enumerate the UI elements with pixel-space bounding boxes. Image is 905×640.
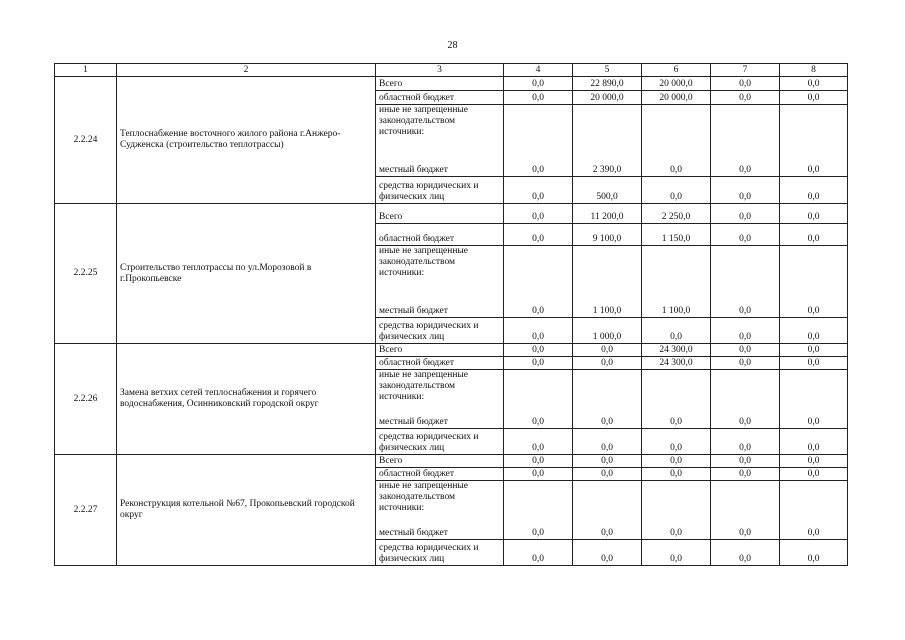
amount-cell: 0,0 [504,224,573,246]
amount-cell: 0,0 [711,204,780,224]
header-cell: 2 [117,64,376,77]
amount-cell [780,481,848,518]
amount-cell: 0,0 [642,518,711,540]
amount-cell [504,370,573,407]
funding-source: Всего [376,77,504,91]
amount-cell: 0,0 [711,518,780,540]
table-row [55,77,848,91]
item-name: Реконструкция котельной №67, Прокопьевский городской округ [117,455,376,566]
amount-cell: 22 890,0 [573,77,642,91]
amount-cell: 0,0 [642,407,711,429]
funding-source: местный бюджет [376,407,504,429]
amount-cell: 0,0 [780,204,848,224]
amount-cell: 0,0 [711,344,780,357]
item-name: Теплоснабжение восточного жилого района г.Анжеро-Судженска (строительство теплотрассы) [117,77,376,204]
amount-cell: 20 000,0 [642,77,711,91]
amount-cell: 0,0 [504,344,573,357]
amount-cell: 0,0 [573,468,642,481]
item-code: 2.2.24 [55,77,117,204]
funding-source: иные не запрещенные законодательством источники: [376,481,504,518]
amount-cell: 0,0 [642,468,711,481]
amount-cell [711,105,780,149]
amount-cell: 500,0 [573,177,642,204]
amount-cell: 0,0 [711,407,780,429]
amount-cell: 0,0 [642,149,711,177]
amount-cell: 0,0 [711,224,780,246]
item-code: 2.2.27 [55,455,117,566]
amount-cell: 0,0 [780,224,848,246]
header-cell: 6 [642,64,711,77]
amount-cell: 0,0 [780,77,848,91]
amount-cell: 1 150,0 [642,224,711,246]
amount-cell: 0,0 [504,149,573,177]
amount-cell [504,481,573,518]
amount-cell [504,246,573,290]
amount-cell [573,246,642,290]
amount-cell: 11 200,0 [573,204,642,224]
amount-cell [711,246,780,290]
header-cell: 5 [573,64,642,77]
funding-source: средства юридических и физических лиц [376,177,504,204]
funding-source: иные не запрещенные законодательством источники: [376,246,504,290]
amount-cell: 0,0 [504,204,573,224]
header-cell: 3 [376,64,504,77]
amount-cell: 0,0 [711,468,780,481]
amount-cell [573,105,642,149]
amount-cell: 0,0 [642,455,711,468]
amount-cell: 0,0 [780,468,848,481]
amount-cell: 0,0 [780,91,848,105]
amount-cell: 0,0 [780,518,848,540]
item-code: 2.2.25 [55,204,117,344]
amount-cell [642,370,711,407]
amount-cell [504,105,573,149]
amount-cell: 0,0 [504,540,573,566]
amount-cell: 0,0 [711,318,780,344]
amount-cell: 0,0 [504,357,573,370]
table-row [55,344,848,357]
amount-cell [642,105,711,149]
amount-cell: 2 390,0 [573,149,642,177]
funding-source: Всего [376,204,504,224]
amount-cell: 0,0 [504,407,573,429]
funding-source: областной бюджет [376,91,504,105]
amount-cell: 0,0 [573,429,642,455]
amount-cell: 0,0 [780,177,848,204]
funding-source: местный бюджет [376,149,504,177]
funding-source: местный бюджет [376,518,504,540]
amount-cell: 0,0 [642,540,711,566]
funding-source: Всего [376,455,504,468]
amount-cell: 0,0 [711,177,780,204]
amount-cell: 24 300,0 [642,357,711,370]
amount-cell: 0,0 [504,468,573,481]
amount-cell: 0,0 [780,455,848,468]
amount-cell: 1 100,0 [642,290,711,318]
amount-cell [780,105,848,149]
amount-cell: 24 300,0 [642,344,711,357]
amount-cell [642,481,711,518]
amount-cell: 0,0 [711,91,780,105]
amount-cell: 0,0 [504,177,573,204]
amount-cell: 0,0 [642,177,711,204]
item-name: Замена ветхих сетей теплоснабжения и горячего водоснабжения, Осинниковский городской округ [117,344,376,455]
amount-cell: 0,0 [780,540,848,566]
amount-cell: 9 100,0 [573,224,642,246]
amount-cell: 0,0 [573,540,642,566]
amount-cell: 0,0 [780,149,848,177]
amount-cell [780,370,848,407]
item-name: Строительство теплотрассы по ул.Морозовой в г.Прокопьевске [117,204,376,344]
amount-cell: 0,0 [780,429,848,455]
budget-table [54,63,848,566]
funding-source: местный бюджет [376,290,504,318]
funding-source: средства юридических и физических лиц [376,540,504,566]
amount-cell: 0,0 [780,344,848,357]
item-code: 2.2.26 [55,344,117,455]
funding-source: областной бюджет [376,224,504,246]
amount-cell: 0,0 [504,91,573,105]
table-row [55,204,848,224]
amount-cell: 0,0 [780,318,848,344]
amount-cell: 0,0 [711,455,780,468]
header-cell: 7 [711,64,780,77]
amount-cell: 0,0 [573,455,642,468]
header-cell: 8 [780,64,848,77]
amount-cell: 20 000,0 [573,91,642,105]
amount-cell: 0,0 [780,407,848,429]
amount-cell [573,481,642,518]
amount-cell: 0,0 [711,77,780,91]
amount-cell [780,246,848,290]
amount-cell: 0,0 [504,77,573,91]
amount-cell: 0,0 [504,429,573,455]
header-cell: 4 [504,64,573,77]
page-number: 28 [447,40,458,51]
amount-cell [642,246,711,290]
funding-source: средства юридических и физических лиц [376,318,504,344]
funding-source: областной бюджет [376,357,504,370]
amount-cell: 20 000,0 [642,91,711,105]
amount-cell: 0,0 [711,290,780,318]
amount-cell [711,481,780,518]
amount-cell: 0,0 [780,357,848,370]
header-cell: 1 [55,64,117,77]
funding-source: областной бюджет [376,468,504,481]
amount-cell: 0,0 [780,290,848,318]
amount-cell: 0,0 [573,407,642,429]
funding-source: Всего [376,344,504,357]
amount-cell: 1 000,0 [573,318,642,344]
amount-cell: 0,0 [711,357,780,370]
amount-cell: 2 250,0 [642,204,711,224]
funding-source: иные не запрещенные законодательством источники: [376,105,504,149]
funding-source: иные не запрещенные законодательством источники: [376,370,504,407]
amount-cell [573,370,642,407]
amount-cell: 0,0 [573,518,642,540]
amount-cell [711,370,780,407]
amount-cell: 0,0 [504,290,573,318]
table-row [55,455,848,468]
amount-cell: 0,0 [504,318,573,344]
amount-cell: 1 100,0 [573,290,642,318]
amount-cell: 0,0 [504,455,573,468]
amount-cell: 0,0 [573,357,642,370]
amount-cell: 0,0 [642,429,711,455]
amount-cell: 0,0 [711,540,780,566]
amount-cell: 0,0 [504,518,573,540]
header-row [55,64,848,77]
funding-source: средства юридических и физических лиц [376,429,504,455]
amount-cell: 0,0 [711,149,780,177]
amount-cell: 0,0 [711,429,780,455]
amount-cell: 0,0 [642,318,711,344]
amount-cell: 0,0 [573,344,642,357]
